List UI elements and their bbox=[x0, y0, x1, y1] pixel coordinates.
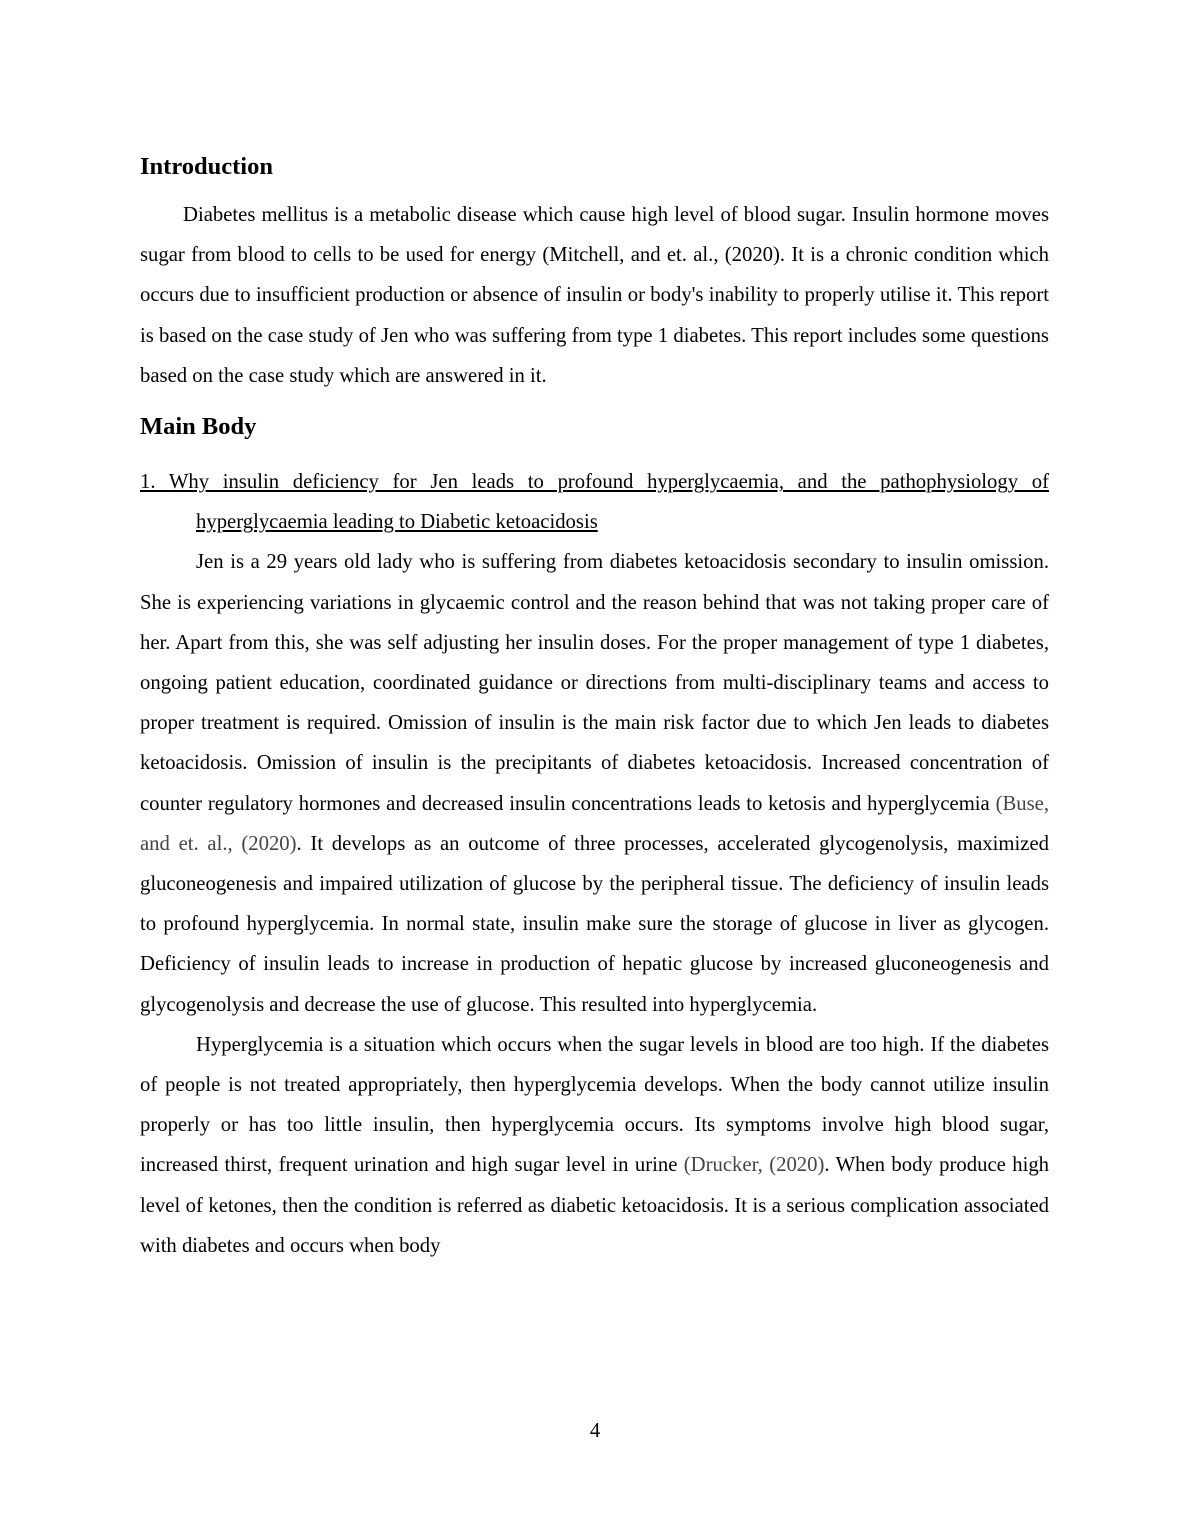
citation-drucker: (Drucker, (2020) bbox=[683, 1154, 825, 1177]
introduction-paragraph: Diabetes mellitus is a metabolic disease which cause high level of blood sugar. Insulin hormone moves sugar from blood to cells to be used for energy (Mitchell, and et. al., (2020). It is a chronic condition which occurs due to insufficient production or absence of insulin or body's inability to properly utilise it. This report is based on the case study of Jen who was suffering from type 1 diabetes. This report includes some questions based on the case study which are answered in it. bbox=[140, 204, 1049, 387]
citation-buse: (Buse, and et. al., (2020) bbox=[140, 792, 1049, 855]
body-paragraph-1 bbox=[140, 542, 1049, 1024]
main-body-heading: Main Body bbox=[140, 413, 257, 441]
page-number: 4 bbox=[589, 1420, 601, 1442]
question-1-heading: 1. Why insulin deficiency for Jen leads to profound hyperglycaemia, and the pathophysiology of hyperglycaemia leading to Diabetic ketoacidosis bbox=[140, 471, 1049, 534]
introduction-heading: Introduction bbox=[140, 153, 273, 180]
document-page bbox=[140, 150, 1049, 1266]
paragraph-2-text-a: Hyperglycemia is a situation which occurs when the sugar levels in blood are too high. If the diabetes of people is not treated appropriately, then hyperglycemia develops. When the body cannot utilize insulin properly or has too little insulin, then hyperglycemia occurs. Its symptoms involve high blood sugar, increased thirst, frequent urination and high sugar level in urine bbox=[140, 1033, 1049, 1177]
paragraph-1-text-a: Jen is a 29 years old lady who is suffering from diabetes ketoacidosis secondary to insulin omission. She is experiencing variations in glycaemic control and the reason behind that was not taking proper care of her. Apart from this, she was self adjusting her insulin doses. For the proper management of type 1 diabetes, ongoing patient education, coordinated guidance or directions from multi-disciplinary teams and access to proper treatment is required. Omission of insulin is the main risk factor due to which Jen leads to diabetes ketoacidosis. Omission of insulin is the precipitants of diabetes ketoacidosis. Increased concentration of counter regulatory hormones and decreased insulin concentrations leads to ketosis and hyperglycemia bbox=[140, 551, 1049, 815]
paragraph-1-text-b: . It develops as an outcome of three processes, accelerated glycogenolysis, maximized gluconeogenesis and impaired utilization of glucose by the peripheral tissue. The deficiency of insulin leads to profound hyperglycemia. In normal state, insulin make sure the storage of glucose in liver as glycogen. Deficiency of insulin leads to increase in production of hepatic glucose by increased gluconeogenesis and glycogenolysis and decrease the use of glucose. This resulted into hyperglycemia. bbox=[140, 832, 1049, 1016]
paragraph-2-text-b: . When body produce high level of ketones, then the condition is referred as diabetic ketoacidosis. It is a serious complication associated with diabetes and occurs when body bbox=[140, 1154, 1050, 1257]
body-paragraph-2 bbox=[140, 1025, 1049, 1266]
